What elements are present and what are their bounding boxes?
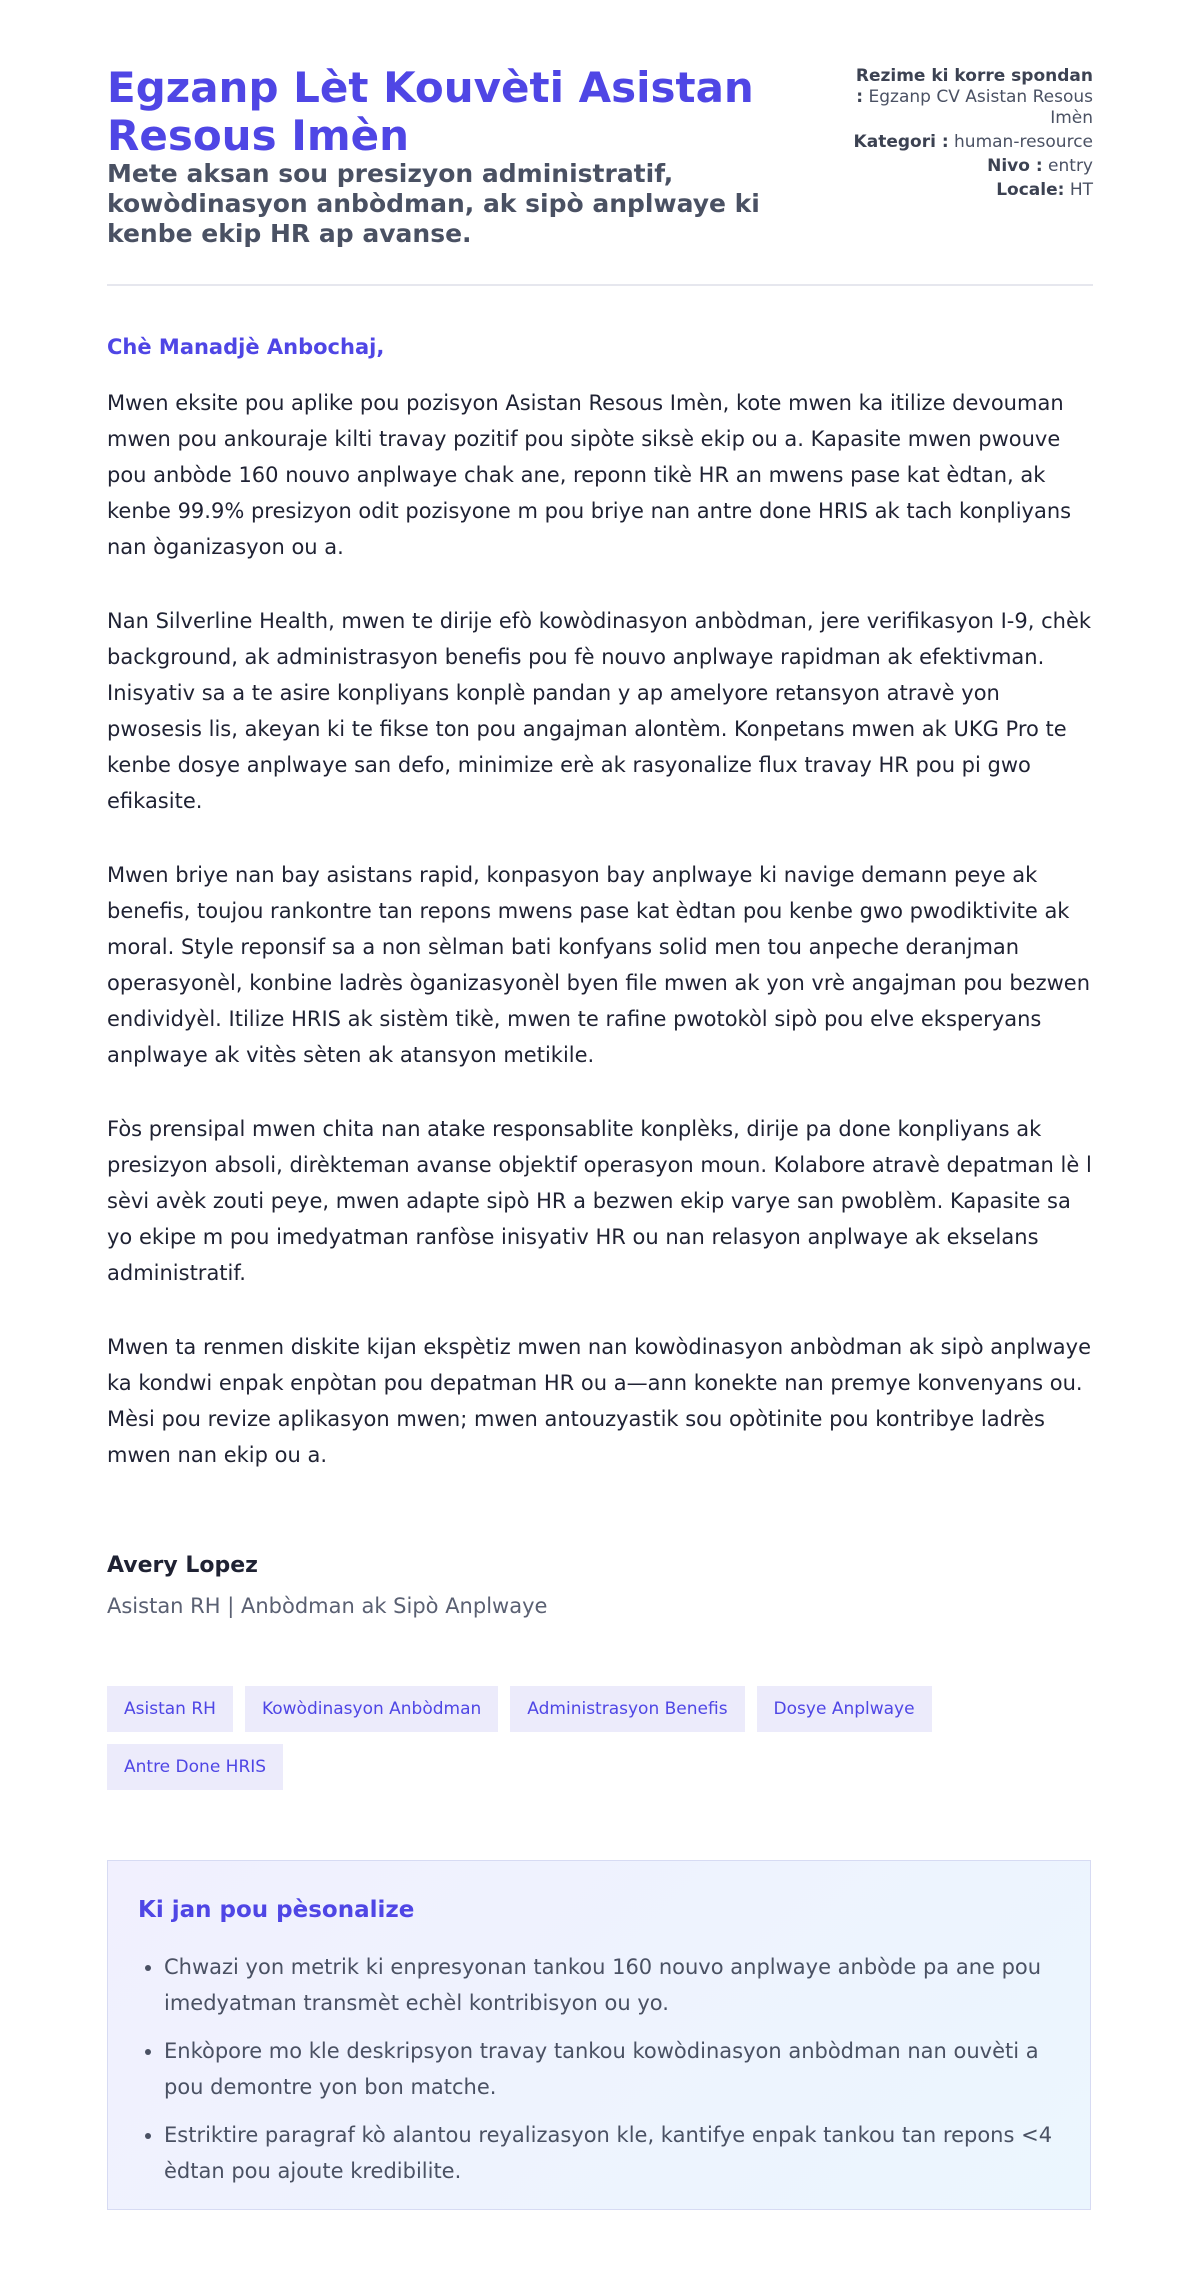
tips-list — [134, 1949, 1084, 2201]
keyword-tag: Kowòdinasyon Anbòdman — [245, 1686, 498, 1732]
document-header — [107, 0, 1093, 286]
meta-category-key: Kategori : — [853, 132, 949, 152]
letter-paragraph: Mwen ta renmen diskite kijan ekspètiz mwen nan kowòdinasyon anbòdman ak sipò anplwaye ka kondwi enpak enpòtan pou depatman HR ou a—ann konekte nan premye konvenyans ou. Mèsi pou revize aplikasyon mwen; mwen antouzyastik sou opòtinite pou kontribye ladrès mwen nan ekip ou a. — [107, 1335, 1091, 1467]
letter-paragraph: Nan Silverline Health, mwen te dirije efò kowòdinasyon anbòdman, jere verifikasyon I-9, chèk background, ak administrasyon benefis pou fè nouvo anplwaye rapidman ak efektivman. Inisyativ sa a te asire konpliyans konplè pandan y ap amelyore retansyon atravè yon pwosesis lis, akeyan ki te fikse ton pou angajman alontèm. Konpetans mwen ak UKG Pro te kenbe dosye anplwaye san defo, minimize erè ak rasyonalize flux travay HR pou pi gwo efikasite. — [107, 609, 1092, 813]
letter-paragraph: Mwen eksite pou aplike pou pozisyon Asistan Resous Imèn, kote mwen ka itilize devouman mwen pou ankouraje kilti travay pozitif pou sipòte siksè ekip ou a. Kapasite mwen pwouve pou anbòde 160 nouvo anplwaye chak ane, reponn tikè HR an mwens pase kat èdtan, ak kenbe 99.9% presizyon odit pozisyone m pou briye nan antre done HRIS ak tach konpliyans nan òganizasyon ou a. — [107, 391, 1072, 559]
tip-item: • Estriktire paragraf kò alantou reyalizasyon kle, kantifye enpak tankou tan repons <4 èdtan pou ajoute kredibilite. — [164, 2117, 1084, 2189]
meta-locale — [853, 180, 1093, 201]
page-title: Egzanp Lèt Kouvèti Asistan Resous Imèn — [107, 63, 754, 160]
tips-title: Ki jan pou pèsonalize — [138, 1897, 415, 1923]
page-subtitle: Mete aksan sou presizyon administratif, kowòdinasyon anbòdman, ak sipò anplwaye ki kenbe ekip HR ap avanse. — [107, 159, 760, 248]
meta-locale-value: HT — [1069, 180, 1093, 200]
meta-level-key: Nivo : — [987, 156, 1043, 176]
meta-category-value: human-resource — [954, 132, 1093, 152]
meta-resume — [853, 66, 1093, 129]
tip-item: • Enkòpore mo kle deskripsyon travay tankou kowòdinasyon anbòdman nan ouvèti a pou demontre yon bon matche. — [164, 2033, 1084, 2105]
meta-resume-key: Rezime ki korre spondan : — [855, 66, 1093, 107]
meta-locale-key: Locale: — [996, 180, 1065, 200]
letter-paragraph: Fòs prensipal mwen chita nan atake responsablite konplèks, dirije pa done konpliyans ak presizyon absoli, dirèkteman avanse objektif operasyon moun. Kolabore atravè depatman lè l sèvi avèk zouti peye, mwen adapte sipò HR a bezwen ekip varye san pwoblèm. Kapasite sa yo ekipe m pou imedyatman ranfòse inisyativ HR ou nan relasyon anplwaye ak ekselans administratif. — [107, 1117, 1092, 1285]
page-content — [107, 0, 1093, 2183]
meta-level — [853, 156, 1093, 177]
signature-role: Asistan RH | Anbòdman ak Sipò Anplwaye — [107, 1594, 548, 1618]
meta-category — [853, 132, 1093, 153]
meta-level-value: entry — [1048, 156, 1093, 176]
customization-tips-box — [107, 1860, 1091, 2210]
signature-block — [107, 1551, 547, 1621]
keyword-tag: Administrasyon Benefis — [510, 1686, 744, 1732]
metadata-panel — [853, 66, 1093, 204]
letter-body — [107, 385, 1093, 1511]
letter-paragraph: Mwen briye nan bay asistans rapid, konpasyon bay anplwaye ki navige demann peye ak benefis, toujou rankontre tan repons mwens pase kat èdtan pou kenbe gwo pwodiktivite ak moral. Style reponsif sa a non sèlman bati konfyans solid men tou anpeche deranjman operasyonèl, konbine ladrès òganizasyonèl byen file mwen ak yon vrè angajman pou bezwen endividyèl. Itilize HRIS ak sistèm tikè, mwen te rafine pwotokòl sipò pou elve eksperyans anplwaye ak vitès sèten ak atansyon metikile. — [107, 863, 1091, 1067]
meta-resume-value: Egzanp CV Asistan Resous Imèn — [868, 87, 1093, 128]
letter-salutation: Chè Manadjè Anbochaj, — [107, 335, 385, 359]
keyword-tag: Asistan RH — [107, 1686, 233, 1732]
keyword-tags — [107, 1686, 1093, 1790]
keyword-tag: Antre Done HRIS — [107, 1744, 283, 1790]
tip-item: • Chwazi yon metrik ki enpresyonan tankou 160 nouvo anplwaye anbòde pa ane pou imedyatman transmèt echèl kontribisyon ou yo. — [164, 1949, 1084, 2021]
keyword-tag: Dosye Anplwaye — [757, 1686, 932, 1732]
signature-name: Avery Lopez — [107, 1553, 258, 1578]
